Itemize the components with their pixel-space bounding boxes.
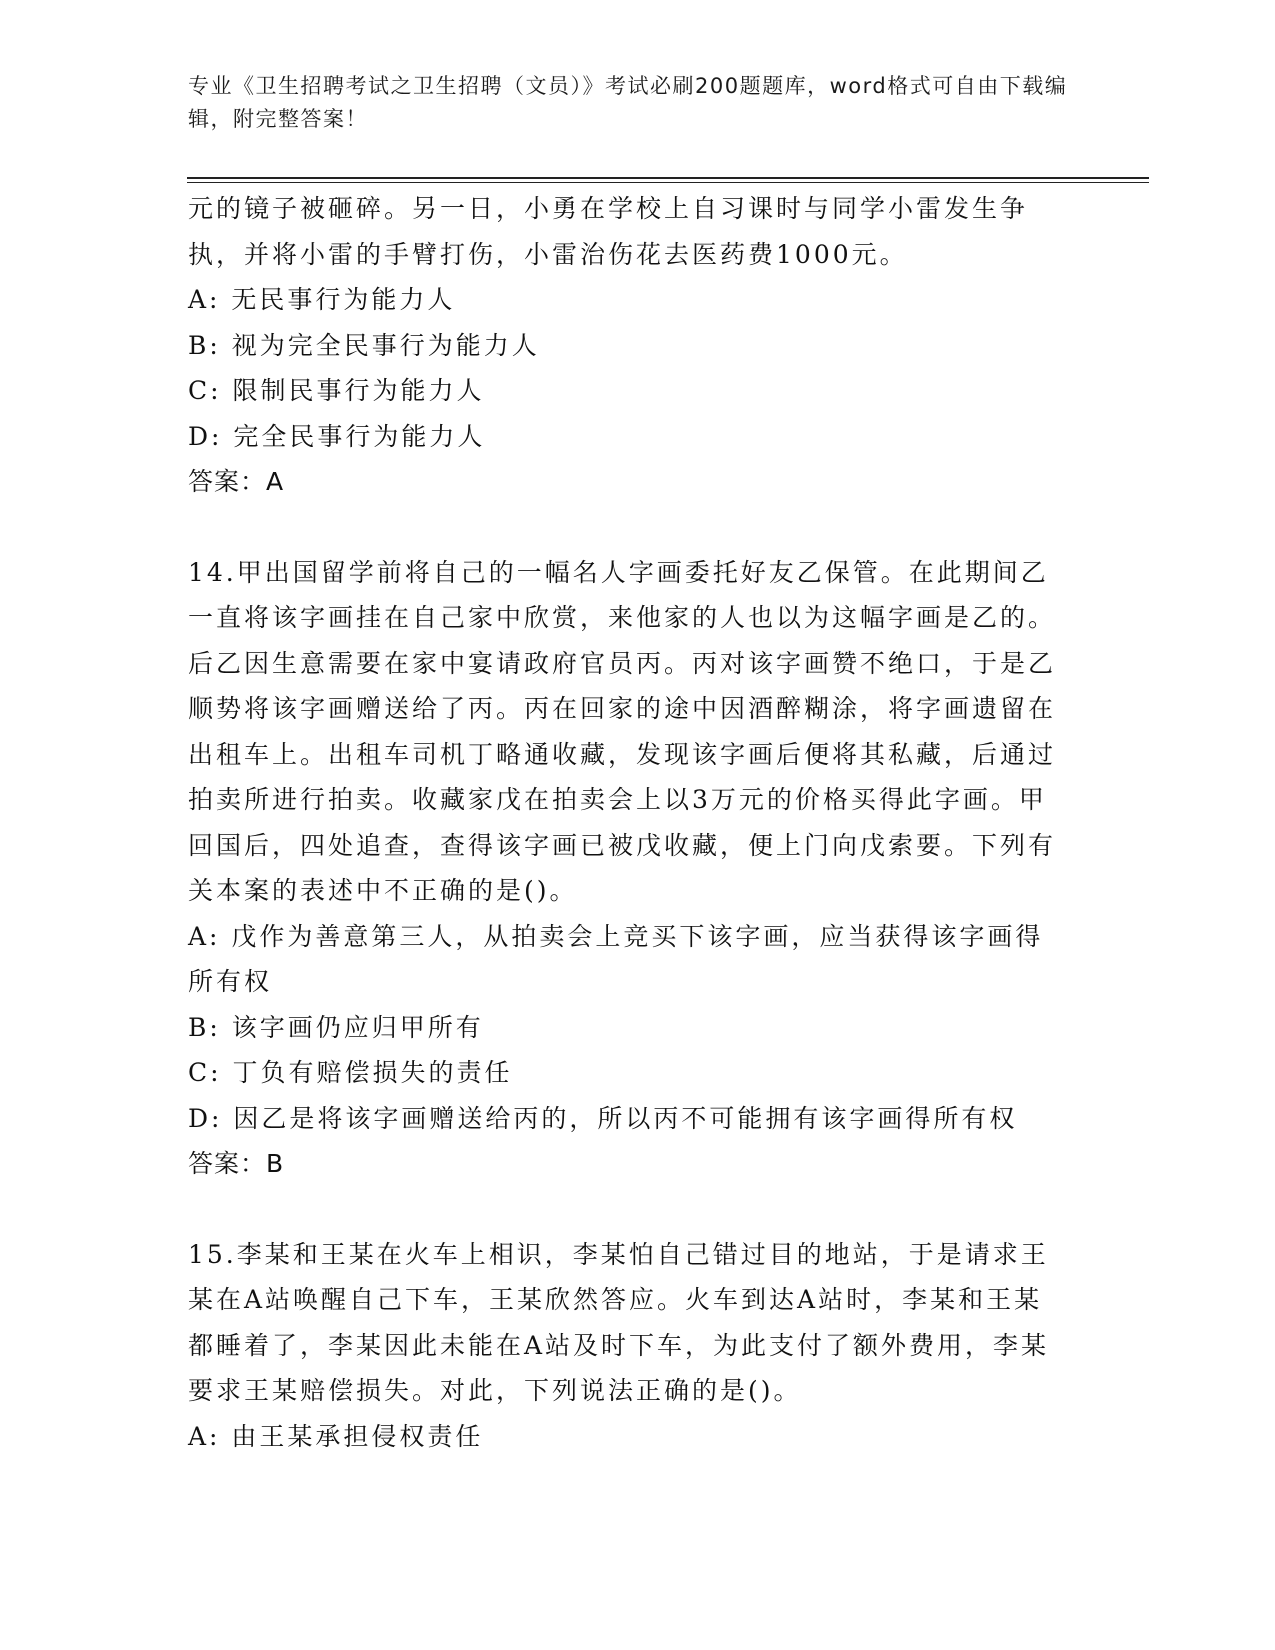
question-15-option-a: A: 由王某承担侵权责任	[188, 1421, 484, 1451]
question-13-option-b: B: 视为完全民事行为能力人	[188, 330, 540, 360]
document-header: 专业《卫生招聘考试之卫生招聘（文员）》考试必刷200题题库，word格式可自由下载编辑，附完整答案！	[188, 74, 1068, 131]
question-15-stem: 15.李某和王某在火车上相识，李某怕自己错过目的地站，于是请求王某在A站唤醒自己下车，王某欣然答应。火车到达A站时，李某和王某都睡着了，李某因此未能在A站及时下车，为此支付了额外费用，李某要求王某赔偿损失。对此，下列说法正确的是()。	[188, 1239, 1050, 1405]
question-14-stem: 14.甲出国留学前将自己的一幅名人字画委托好友乙保管。在此期间乙一直将该字画挂在自己家中欣赏，来他家的人也以为这幅字画是乙的。后乙因生意需要在家中宴请政府官员丙。丙对该字画赞不绝口，于是乙顺势将该字画赠送给了丙。丙在回家的途中因酒醉糊涂，将字画遗留在出租车上。出租车司机丁略通收藏，发现该字画后便将其私藏，后通过拍卖所进行拍卖。收藏家戊在拍卖会上以3万元的价格买得此字画。甲回国后，四处追查，查得该字画已被戊收藏，便上门向戊索要。下列有关本案的表述中不正确的是()。	[188, 557, 1057, 905]
document-body	[188, 186, 1068, 1459]
question-13-option-a: A: 无民事行为能力人	[188, 285, 456, 314]
header-divider-thick	[187, 177, 1149, 179]
question-spacer	[188, 505, 1068, 550]
question-14-answer: 答案：B	[188, 1149, 285, 1178]
header-divider-thin	[187, 182, 1149, 183]
question-13-stem-continuation: 元的镜子被砸碎。另一日，小勇在学校上自习课时与同学小雷发生争执，并将小雷的手臂打伤，小雷治伤花去医药费1000元。	[188, 194, 1029, 269]
question-14-option-b: B: 该字画仍应归甲所有	[188, 1012, 484, 1042]
question-spacer	[188, 1187, 1068, 1232]
question-13-answer: 答案：A	[188, 467, 285, 496]
question-14-option-c: C: 丁负有赔偿损失的责任	[188, 1058, 513, 1087]
question-14-option-a: A: 戊作为善意第三人，从拍卖会上竞买下该字画，应当获得该字画得所有权	[188, 921, 1044, 996]
question-14-option-d: D: 因乙是将该字画赠送给丙的，所以丙不可能拥有该字画得所有权	[188, 1103, 1018, 1133]
question-13-option-c: C: 限制民事行为能力人	[188, 376, 485, 405]
question-13-option-d: D: 完全民事行为能力人	[188, 421, 486, 451]
